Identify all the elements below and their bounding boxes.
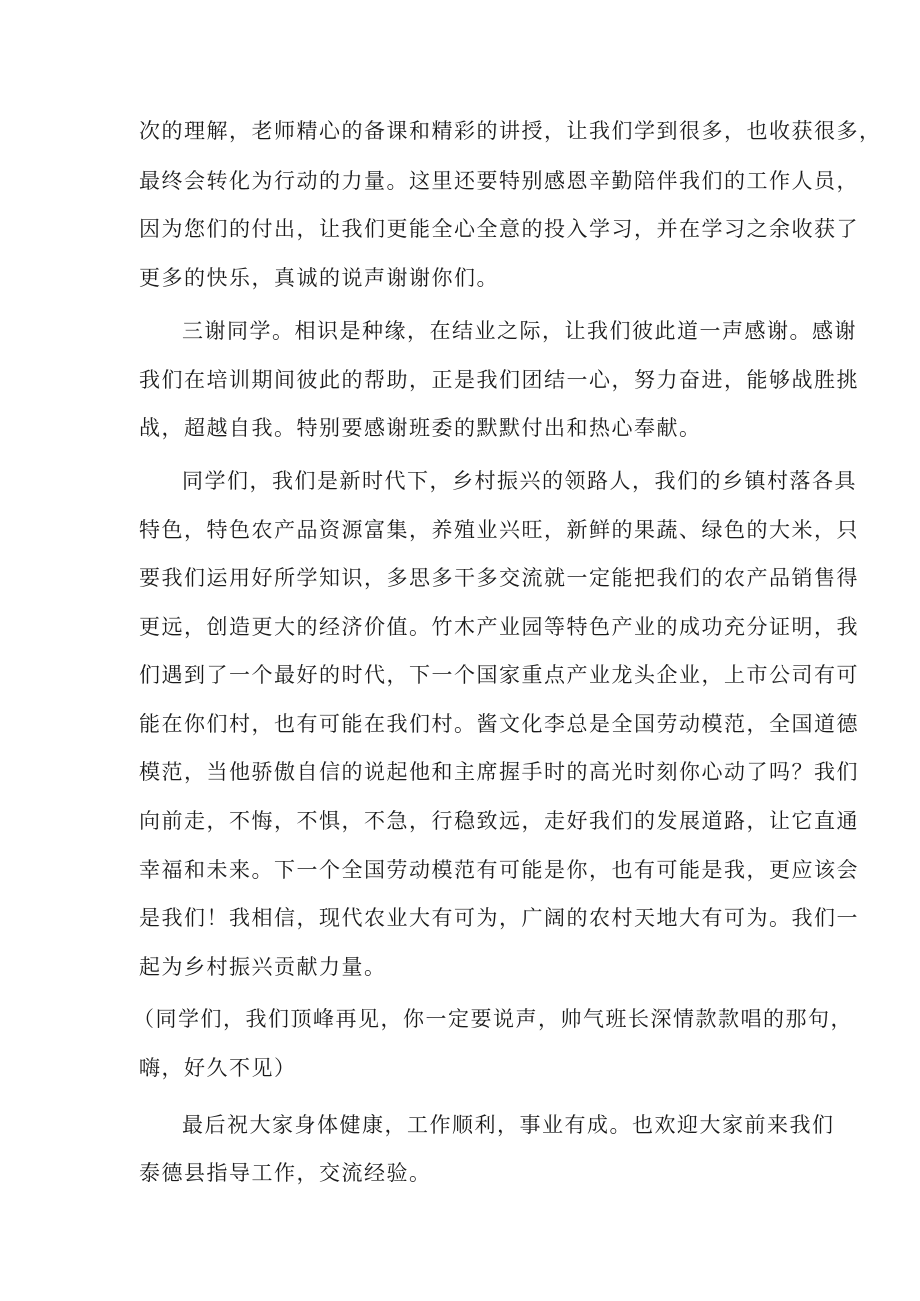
paragraph-start-line: 三谢同学。相识是种缘，在结业之际，让我们彼此道一声感谢。感谢 <box>182 319 857 343</box>
text-line: 们遇到了一个最好的时代，下一个国家重点产业龙头企业，上市公司有可 <box>139 663 859 687</box>
paragraph-start-line: 同学们，我们是新时代下，乡村振兴的领路人，我们的乡镇村落各具 <box>182 469 857 493</box>
text-line: 模范，当他骄傲自信的说起他和主席握手时的高光时刻你心动了吗？我们 <box>139 760 859 784</box>
text-line: 我们在培训期间彼此的帮助，正是我们团结一心，努力奋进，能够战胜挑 <box>139 368 859 392</box>
text-line: 最终会转化为行动的力量。这里还要特别感恩辛勤陪伴我们的工作人员， <box>139 169 859 193</box>
parenthetical-line: 嗨，好久不见） <box>139 1056 297 1080</box>
text-line: 次的理解，老师精心的备课和精彩的讲授，让我们学到很多，也收获很多， <box>139 119 882 143</box>
text-line: 因为您们的付出，让我们更能全心全意的投入学习，并在学习之余收获了 <box>139 217 859 241</box>
parenthetical-line: （同学们，我们顶峰再见，你一定要说声，帅气班长深情款款唱的那句， <box>133 1007 853 1031</box>
text-line: 特色，特色农产品资源富集，养殖业兴旺，新鲜的果蔬、绿色的大米，只 <box>139 518 859 542</box>
text-line: 向前走，不悔，不惧，不急，行稳致远，走好我们的发展道路，让它直通 <box>139 809 859 833</box>
text-line: 是我们！我相信，现代农业大有可为，广阔的农村天地大有可为。我们一 <box>139 906 859 930</box>
paragraph-start-line: 最后祝大家身体健康，工作顺利，事业有成。也欢迎大家前来我们 <box>182 1113 835 1137</box>
text-line: 更多的快乐，真诚的说声谢谢你们。 <box>139 266 499 290</box>
text-line: 能在你们村，也有可能在我们村。酱文化李总是全国劳动模范，全国道德 <box>139 712 859 736</box>
text-line: 起为乡村振兴贡献力量。 <box>139 955 387 979</box>
text-line: 更远，创造更大的经济价值。竹木产业园等特色产业的成功充分证明，我 <box>139 615 859 639</box>
text-line: 泰德县指导工作，交流经验。 <box>139 1161 432 1185</box>
text-line: 战，超越自我。特别要感谢班委的默默付出和热心奉献。 <box>139 416 702 440</box>
text-line: 要我们运用好所学知识，多思多干多交流就一定能把我们的农产品销售得 <box>139 566 859 590</box>
text-line: 幸福和未来。下一个全国劳动模范有可能是你，也有可能是我，更应该会 <box>139 858 859 882</box>
